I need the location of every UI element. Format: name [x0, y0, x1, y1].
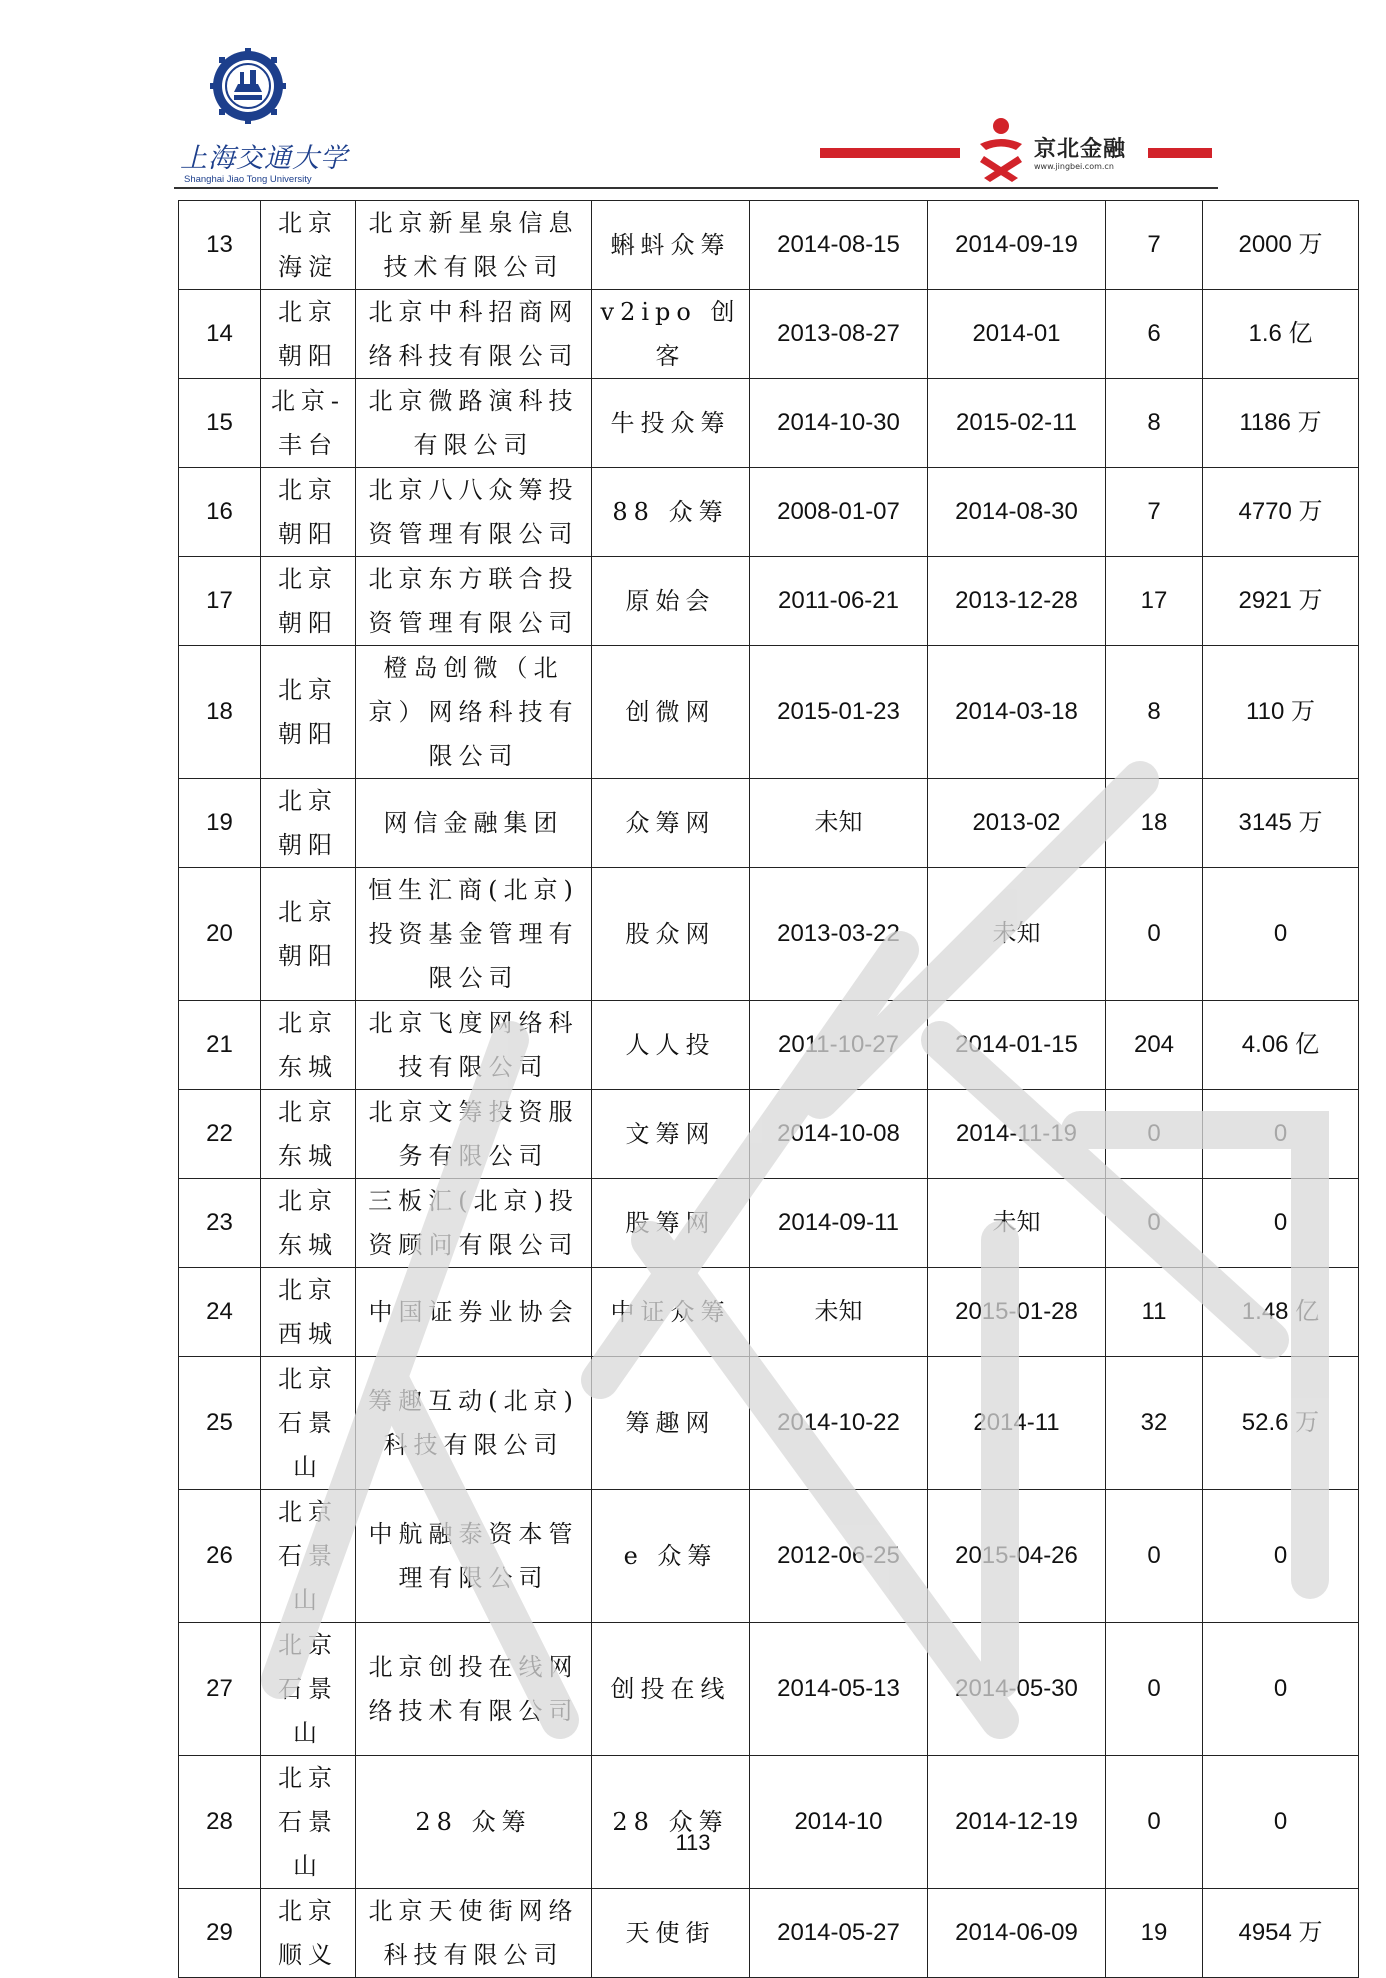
cell-online-date: 2014-10-22: [750, 1357, 928, 1490]
cell-online-date: 2014-09-11: [750, 1179, 928, 1268]
cell-company: 28 众筹: [356, 1756, 592, 1889]
cell-company: 北京中科招商网络科技有限公司: [356, 290, 592, 379]
partner-url: www.jingbei.com.cn: [1034, 162, 1114, 171]
cell-platform: 创投在线: [592, 1623, 750, 1756]
table-row: [179, 1756, 1359, 1889]
partner-name: 京北金融: [1034, 137, 1127, 162]
cell-company: 中国证券业协会: [356, 1268, 592, 1357]
cell-index: 18: [179, 646, 261, 779]
cell-index: 19: [179, 779, 261, 868]
cell-platform: 中证众筹: [592, 1268, 750, 1357]
region-line: 朝阳: [278, 720, 338, 748]
cell-amount: 1.6 亿: [1203, 290, 1359, 379]
cell-region: [261, 1889, 356, 1978]
cell-region: [261, 557, 356, 646]
cell-index: 17: [179, 557, 261, 646]
cell-company: 北京文筹投资服务有限公司: [356, 1090, 592, 1179]
cell-region: [261, 1756, 356, 1889]
cell-update-date: 2014-09-19: [928, 201, 1106, 290]
table-row: [179, 290, 1359, 379]
region-line: 北京-: [270, 387, 346, 415]
cell-region: [261, 201, 356, 290]
cell-platform: 众筹网: [592, 779, 750, 868]
cell-index: 14: [179, 290, 261, 379]
cell-amount: 1.48 亿: [1203, 1268, 1359, 1357]
cell-update-date: 2015-02-11: [928, 379, 1106, 468]
cell-region: [261, 779, 356, 868]
region-line: 北京: [278, 676, 338, 704]
cell-region: [261, 1623, 356, 1756]
table-row: [179, 1090, 1359, 1179]
cell-update-date: 2015-01-28: [928, 1268, 1106, 1357]
cell-project-count: 0: [1106, 1179, 1203, 1268]
cell-region: [261, 290, 356, 379]
region-line: 北京: [278, 1365, 338, 1393]
cell-company: 网信金融集团: [356, 779, 592, 868]
region-line: 北京: [278, 787, 338, 815]
cell-amount: 0: [1203, 1623, 1359, 1756]
table-row: [179, 468, 1359, 557]
cell-project-count: 7: [1106, 468, 1203, 557]
cell-index: 25: [179, 1357, 261, 1490]
region-line: 北京: [278, 898, 338, 926]
page-number: 113: [675, 1830, 711, 1855]
cell-region: [261, 1268, 356, 1357]
cell-project-count: 0: [1106, 868, 1203, 1001]
cell-project-count: 18: [1106, 779, 1203, 868]
cell-online-date: 2014-10: [750, 1756, 928, 1889]
table-row: [179, 868, 1359, 1001]
region-line: 石景山: [278, 1808, 338, 1880]
region-line: 石景山: [278, 1409, 338, 1481]
cell-amount: 3145 万: [1203, 779, 1359, 868]
cell-platform: 股众网: [592, 868, 750, 1001]
cell-online-date: 2013-08-27: [750, 290, 928, 379]
cell-project-count: 0: [1106, 1090, 1203, 1179]
cell-platform: 原始会: [592, 557, 750, 646]
region-line: 北京: [278, 1897, 338, 1925]
cell-index: 22: [179, 1090, 261, 1179]
cell-index: 24: [179, 1268, 261, 1357]
cell-project-count: 204: [1106, 1001, 1203, 1090]
cell-company: 北京飞度网络科技有限公司: [356, 1001, 592, 1090]
cell-project-count: 32: [1106, 1357, 1203, 1490]
cell-region: [261, 1090, 356, 1179]
cell-update-date: 2014-06-09: [928, 1889, 1106, 1978]
cell-update-date: 2014-08-30: [928, 468, 1106, 557]
cell-online-date: 2014-10-30: [750, 379, 928, 468]
cell-platform: 牛投众筹: [592, 379, 750, 468]
cell-index: 21: [179, 1001, 261, 1090]
cell-company: 北京八八众筹投资管理有限公司: [356, 468, 592, 557]
cell-index: 13: [179, 201, 261, 290]
cell-index: 20: [179, 868, 261, 1001]
cell-platform: 股筹网: [592, 1179, 750, 1268]
cell-project-count: 0: [1106, 1756, 1203, 1889]
page-header: [0, 0, 1386, 200]
cell-project-count: 19: [1106, 1889, 1203, 1978]
region-line: 朝阳: [278, 831, 338, 859]
cell-platform: 筹趣网: [592, 1357, 750, 1490]
region-line: 丰台: [278, 431, 338, 459]
cell-platform: 文筹网: [592, 1090, 750, 1179]
cell-update-date: 2013-02: [928, 779, 1106, 868]
cell-company: 北京新星泉信息技术有限公司: [356, 201, 592, 290]
table-row: [179, 1490, 1359, 1623]
cell-company: 北京东方联合投资管理有限公司: [356, 557, 592, 646]
region-line: 东城: [278, 1142, 338, 1170]
cell-amount: 2000 万: [1203, 201, 1359, 290]
region-line: 北京: [278, 1276, 338, 1304]
jingbei-mark-icon: [974, 116, 1028, 186]
cell-company: 北京微路演科技有限公司: [356, 379, 592, 468]
cell-update-date: 2014-11-19: [928, 1090, 1106, 1179]
region-line: 北京: [278, 1631, 338, 1659]
region-line: 朝阳: [278, 342, 338, 370]
cell-company: 恒生汇商(北京)投资基金管理有限公司: [356, 868, 592, 1001]
cell-amount: 0: [1203, 868, 1359, 1001]
region-line: 西城: [278, 1320, 338, 1348]
cell-amount: 0: [1203, 1179, 1359, 1268]
cell-update-date: 2014-01: [928, 290, 1106, 379]
cell-region: [261, 1179, 356, 1268]
cell-online-date: 2014-10-08: [750, 1090, 928, 1179]
region-line: 北京: [278, 298, 338, 326]
cell-company: 筹趣互动(北京)科技有限公司: [356, 1357, 592, 1490]
table-row: [179, 379, 1359, 468]
cell-amount: 52.6 万: [1203, 1357, 1359, 1490]
header-divider: [174, 187, 1218, 189]
cell-index: 28: [179, 1756, 261, 1889]
cell-online-date: 2014-08-15: [750, 201, 928, 290]
cell-online-date: 未知: [750, 1268, 928, 1357]
cell-amount: 4.06 亿: [1203, 1001, 1359, 1090]
cell-platform: e 众筹: [592, 1490, 750, 1623]
cell-online-date: 2012-06-25: [750, 1490, 928, 1623]
cell-platform: 蝌蚪众筹: [592, 201, 750, 290]
cell-online-date: 2011-06-21: [750, 557, 928, 646]
cell-amount: 0: [1203, 1756, 1359, 1889]
cell-project-count: 17: [1106, 557, 1203, 646]
table-row: [179, 779, 1359, 868]
cell-company: 中航融泰资本管理有限公司: [356, 1490, 592, 1623]
region-line: 东城: [278, 1231, 338, 1259]
cell-platform: 人人投: [592, 1001, 750, 1090]
region-line: 北京: [278, 476, 338, 504]
cell-update-date: 未知: [928, 868, 1106, 1001]
cell-region: [261, 646, 356, 779]
cell-online-date: 2014-05-27: [750, 1889, 928, 1978]
cell-platform: 天使街: [592, 1889, 750, 1978]
cell-amount: 1186 万: [1203, 379, 1359, 468]
region-line: 北京: [278, 209, 338, 237]
cell-update-date: 2014-12-19: [928, 1756, 1106, 1889]
cell-online-date: 2013-03-22: [750, 868, 928, 1001]
region-line: 石景山: [278, 1675, 338, 1747]
region-line: 北京: [278, 1098, 338, 1126]
cell-platform: 88 众筹: [592, 468, 750, 557]
cell-index: 26: [179, 1490, 261, 1623]
cell-company: 北京创投在线网络技术有限公司: [356, 1623, 592, 1756]
cell-region: [261, 868, 356, 1001]
cell-project-count: 0: [1106, 1490, 1203, 1623]
cell-online-date: 2015-01-23: [750, 646, 928, 779]
cell-platform: 创微网: [592, 646, 750, 779]
cell-amount: 4954 万: [1203, 1889, 1359, 1978]
cell-project-count: 11: [1106, 1268, 1203, 1357]
region-line: 朝阳: [278, 520, 338, 548]
cell-index: 15: [179, 379, 261, 468]
table-row: [179, 646, 1359, 779]
cell-online-date: 2008-01-07: [750, 468, 928, 557]
table-row: [179, 557, 1359, 646]
cell-region: [261, 468, 356, 557]
cell-amount: 0: [1203, 1490, 1359, 1623]
table-row: [179, 201, 1359, 290]
header-red-bar-right: [1148, 148, 1212, 158]
cell-online-date: 2011-10-27: [750, 1001, 928, 1090]
region-line: 石景山: [278, 1542, 338, 1614]
table-row: [179, 1623, 1359, 1756]
cell-update-date: 2015-04-26: [928, 1490, 1106, 1623]
cell-project-count: 8: [1106, 646, 1203, 779]
sjtu-emblem-icon: [210, 48, 286, 124]
region-line: 北京: [278, 565, 338, 593]
region-line: 东城: [278, 1053, 338, 1081]
table-row: [179, 1268, 1359, 1357]
cell-update-date: 2014-11: [928, 1357, 1106, 1490]
table-row: [179, 1001, 1359, 1090]
cell-update-date: 2014-01-15: [928, 1001, 1106, 1090]
table-row: [179, 1889, 1359, 1978]
region-line: 朝阳: [278, 942, 338, 970]
cell-update-date: 未知: [928, 1179, 1106, 1268]
jingbei-logo: [972, 116, 1148, 188]
cell-region: [261, 1357, 356, 1490]
region-line: 北京: [278, 1498, 338, 1526]
cell-region: [261, 1490, 356, 1623]
cell-project-count: 7: [1106, 201, 1203, 290]
region-line: 北京: [278, 1764, 338, 1792]
region-line: 北京: [278, 1009, 338, 1037]
sjtu-logo: [170, 48, 348, 193]
cell-index: 23: [179, 1179, 261, 1268]
cell-company: 橙岛创微（北京）网络科技有限公司: [356, 646, 592, 779]
cell-amount: 4770 万: [1203, 468, 1359, 557]
cell-region: [261, 379, 356, 468]
cell-amount: 2921 万: [1203, 557, 1359, 646]
cell-update-date: 2013-12-28: [928, 557, 1106, 646]
cell-update-date: 2014-03-18: [928, 646, 1106, 779]
university-name-cn: 上海交通大学: [180, 143, 348, 174]
table-row: [179, 1357, 1359, 1490]
cell-amount: 110 万: [1203, 646, 1359, 779]
cell-company: 三板汇(北京)投资顾问有限公司: [356, 1179, 592, 1268]
table-row: [179, 1179, 1359, 1268]
cell-update-date: 2014-05-30: [928, 1623, 1106, 1756]
cell-amount: 0: [1203, 1090, 1359, 1179]
cell-index: 29: [179, 1889, 261, 1978]
cell-project-count: 6: [1106, 290, 1203, 379]
cell-platform: 28 众筹: [592, 1756, 750, 1889]
cell-project-count: 8: [1106, 379, 1203, 468]
crowdfunding-table: [178, 200, 1359, 1978]
cell-company: 北京天使街网络科技有限公司: [356, 1889, 592, 1978]
cell-platform: v2ipo 创客: [592, 290, 750, 379]
header-red-bar-left: [820, 148, 960, 158]
university-name-en: Shanghai Jiao Tong University: [184, 174, 312, 185]
region-line: 顺义: [278, 1941, 338, 1969]
cell-online-date: 未知: [750, 779, 928, 868]
cell-project-count: 0: [1106, 1623, 1203, 1756]
region-line: 朝阳: [278, 609, 338, 637]
cell-region: [261, 1001, 356, 1090]
region-line: 北京: [278, 1187, 338, 1215]
region-line: 海淀: [278, 253, 338, 281]
cell-index: 27: [179, 1623, 261, 1756]
cell-index: 16: [179, 468, 261, 557]
cell-online-date: 2014-05-13: [750, 1623, 928, 1756]
